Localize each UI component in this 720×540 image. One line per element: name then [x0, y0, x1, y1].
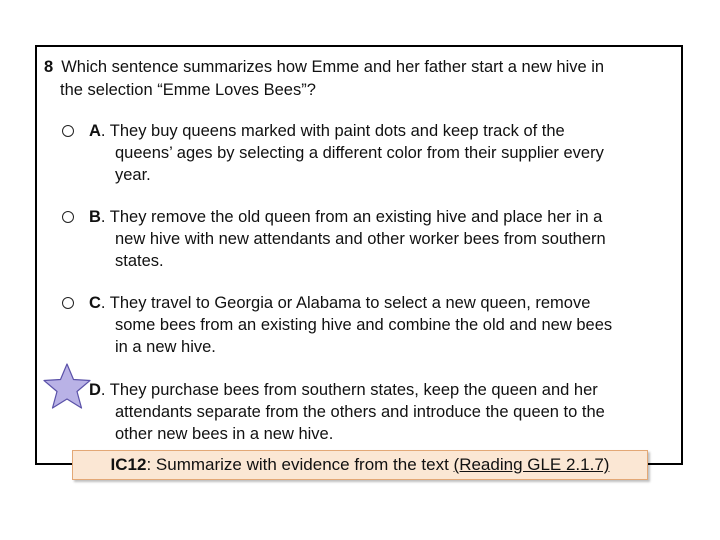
option-text: . They remove the old queen from an existing hive and place her in a [100, 208, 603, 226]
option-letter: C [89, 294, 101, 312]
option-text: year. [115, 166, 151, 184]
option-text: attendants separate from the others and introduce the queen to the [115, 403, 605, 421]
option-text: some bees from an existing hive and combine the old and new bees [115, 316, 613, 334]
star-icon [42, 362, 92, 410]
option-text: other new bees in a new hive. [115, 425, 334, 443]
option-text: queens’ ages by selecting a different color from their supplier every [115, 144, 604, 162]
question-stem [44, 56, 674, 102]
radio-c[interactable] [62, 297, 74, 309]
question-number: 8 [44, 58, 54, 76]
standard-reference: (Reading GLE 2.1.7) [453, 455, 610, 474]
option-letter: A [89, 122, 101, 140]
radio-a[interactable] [62, 125, 74, 137]
option-letter: D [89, 381, 101, 399]
standard-code: IC12 [110, 455, 147, 474]
option-text: . They travel to Georgia or Alabama to select a new queen, remove [100, 294, 591, 312]
option-text: . They purchase bees from southern states, keep the queen and her [100, 381, 598, 399]
radio-b[interactable] [62, 211, 74, 223]
question-text-line2: the selection “Emme Loves Bees”? [60, 81, 316, 99]
option-text: . They buy queens marked with paint dots and keep track of the [100, 122, 565, 140]
option-text: states. [115, 252, 164, 270]
option-text: in a new hive. [115, 338, 216, 356]
option-letter: B [89, 208, 101, 226]
question-text-line1: Which sentence summarizes how Emme and her father start a new hive in [61, 58, 605, 76]
standard-label-box [72, 450, 648, 480]
option-text: new hive with new attendants and other worker bees from southern [115, 230, 606, 248]
standard-description: : Summarize with evidence from the text [146, 455, 454, 474]
